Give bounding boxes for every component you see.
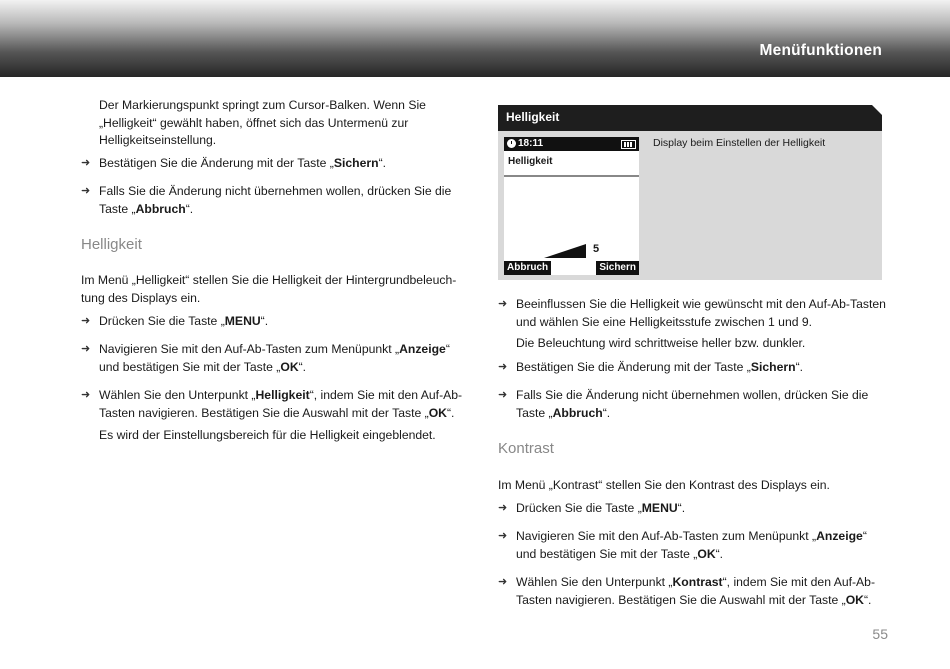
arrow-right-icon: ➜ — [498, 361, 508, 373]
arrow-right-icon: ➜ — [498, 389, 508, 401]
arrow-right-icon: ➜ — [498, 502, 508, 514]
brightness-ramp-icon — [544, 244, 586, 258]
figure-caption: Display beim Einstellen der Helligkeit — [653, 137, 826, 149]
note-text: Es wird der Einstellungsbereich für die Helligkeit eingeblendet. — [99, 428, 436, 442]
lcd-screen — [504, 137, 639, 275]
paragraph-line-2: tung des Displays ein. — [81, 290, 201, 305]
page-title: Menüfunktionen — [759, 42, 882, 59]
list-item: ➜ Drücken Sie die Taste „MENU“. — [516, 500, 685, 518]
battery-icon — [621, 140, 636, 149]
list-item: ➜ Beeinflussen Sie die Helligkeit wie gewünscht mit den Auf-Ab-Tasten und wählen Sie eine Helligkeitsstufe zwischen 1 und 9. — [498, 297, 886, 329]
arrow-right-icon: ➜ — [81, 315, 91, 327]
arrow-right-icon: ➜ — [498, 530, 508, 542]
paragraph-line-1: Im Menü „Helligkeit“ stellen Sie die Helligkeit der Hintergrundbeleuch- — [81, 273, 457, 287]
list-item: ➜ Navigieren Sie mit den Auf-Ab-Tasten zum Menüpunkt „Anzeige“ und bestätigen Sie mit der Taste „OK“. — [81, 342, 450, 374]
display-figure — [498, 105, 882, 280]
arrow-right-icon: ➜ — [498, 298, 508, 310]
list-item: ➜ Wählen Sie den Unterpunkt „Helligkeit“, indem Sie mit den Auf-Ab- Tasten navigieren. Bestätigen Sie die Auswahl mit der Taste „OK“. — [81, 388, 463, 420]
brightness-value: 5 — [593, 243, 600, 255]
list-item: ➜ Drücken Sie die Taste „MENU“. — [99, 313, 268, 331]
intro-line-1: Der Markierungspunkt springt zum Cursor-Balken. Wenn Sie — [99, 98, 426, 112]
arrow-right-icon: ➜ — [81, 343, 91, 355]
intro-line-3: Helligkeitseinstellung. — [99, 133, 217, 147]
lcd-status-bar — [504, 137, 639, 151]
arrow-right-icon: ➜ — [81, 185, 91, 197]
figure-header — [498, 105, 882, 131]
list-item: ➜ Falls Sie die Änderung nicht übernehmen wollen, drücken Sie die Taste „Abbruch“. — [81, 184, 452, 216]
softkey-abbruch: Abbruch — [504, 261, 551, 275]
arrow-right-icon: ➜ — [81, 389, 91, 401]
lcd-menu-title: Helligkeit — [508, 156, 553, 167]
arrow-right-icon: ➜ — [81, 157, 91, 169]
section-heading-kontrast: Kontrast — [498, 440, 554, 457]
section-heading-helligkeit: Helligkeit — [81, 236, 142, 253]
list-item: ➜ Bestätigen Sie die Änderung mit der Taste „Sichern“. — [99, 155, 386, 173]
list-item: ➜ Navigieren Sie mit den Auf-Ab-Tasten zum Menüpunkt „Anzeige“ und bestätigen Sie mit der Taste „OK“. — [498, 529, 867, 561]
paragraph-line: Im Menü „Kontrast“ stellen Sie den Kontrast des Displays ein. — [498, 478, 830, 492]
lcd-divider — [504, 175, 639, 177]
page-number: 55 — [872, 626, 888, 642]
list-item: ➜ Bestätigen Sie die Änderung mit der Taste „Sichern“. — [516, 359, 803, 377]
clock-icon — [507, 139, 516, 148]
intro-line-2: „Helligkeit“ gewählt haben, öffnet sich das Untermenü zur — [99, 115, 409, 130]
softkey-sichern: Sichern — [596, 261, 639, 275]
page-header — [0, 0, 950, 77]
figure-title: Helligkeit — [506, 110, 560, 124]
lcd-time: 18:11 — [518, 138, 544, 149]
note-text: Die Beleuchtung wird schrittweise heller bzw. dunkler. — [516, 336, 806, 350]
arrow-right-icon: ➜ — [498, 576, 508, 588]
list-item: ➜ Wählen Sie den Unterpunkt „Kontrast“, indem Sie mit den Auf-Ab- Tasten navigieren. Bestätigen Sie die Auswahl mit der Taste „OK“. — [498, 575, 876, 607]
list-item: ➜ Falls Sie die Änderung nicht übernehmen wollen, drücken Sie die Taste „Abbruch“. — [498, 388, 869, 420]
